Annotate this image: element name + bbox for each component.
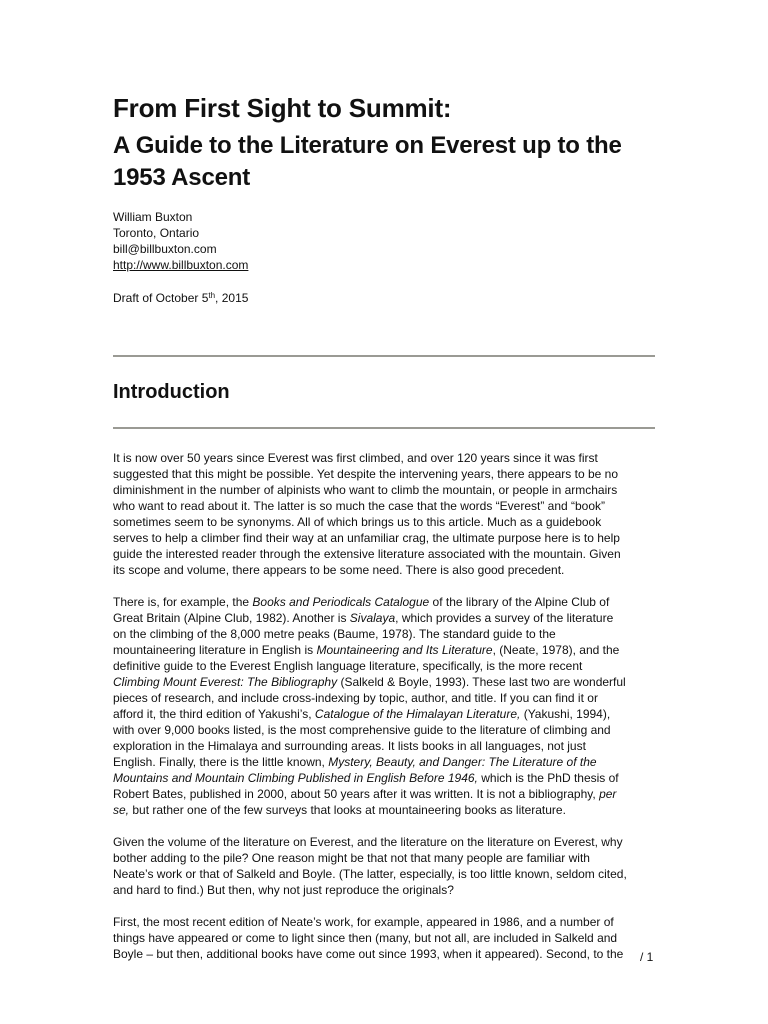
italic-title: Sivalaya	[349, 611, 396, 625]
italic-title: Climbing Mount Everest: The Bibliography	[113, 675, 338, 689]
text-run: , (Neate, 1978), and the	[492, 643, 620, 657]
divider-bottom	[113, 427, 655, 429]
text-line	[113, 706, 658, 722]
document-subtitle: A Guide to the Literature on Everest up to the 1953 Ascent	[113, 132, 622, 191]
document-title: From First Sight to Summit:	[113, 93, 452, 123]
text-line	[113, 738, 658, 754]
text-line	[113, 626, 658, 642]
italic-title: Catalogue of the Himalayan Literature,	[314, 707, 521, 721]
text-run: mountaineering literature in English is	[113, 643, 317, 657]
author-block	[113, 209, 248, 273]
italic-title: se,	[113, 803, 130, 817]
text-line	[113, 498, 658, 514]
text-run: but rather one of the few surveys that looks at mountaineering books as literature.	[129, 803, 566, 817]
text-line	[113, 882, 658, 898]
text-line	[113, 722, 658, 738]
text-line	[113, 786, 658, 802]
text-line	[113, 802, 658, 818]
text-line	[113, 530, 658, 546]
text-line	[113, 674, 658, 690]
author-location: Toronto, Ontario	[113, 226, 200, 240]
italic-title: Mystery, Beauty, and Danger: The Literature of the	[328, 755, 597, 769]
text-run: sometimes seem to be synonyms. All of which brings us to this article. Much as a guidebook	[113, 515, 602, 529]
text-line	[113, 482, 658, 498]
text-line	[113, 562, 658, 578]
text-run: definitive guide to the Everest English language literature, specifically, is the more recent	[113, 659, 583, 673]
text-run: English. Finally, there is the little known,	[113, 755, 329, 769]
page-number: / 1	[640, 950, 654, 964]
text-run: with over 9,000 books listed, is the most comprehensive guide to the literature of climbing and	[113, 723, 611, 737]
text-line	[113, 930, 658, 946]
text-run: Boyle – but then, additional books have come out since 1993, when it appeared). Second, to the	[113, 947, 624, 961]
paragraph	[113, 450, 658, 578]
text-run: Given the volume of the literature on Everest, and the literature on the literature on Everest, why	[113, 835, 623, 849]
author-website-link[interactable]: http://www.billbuxton.com	[113, 258, 249, 272]
text-run: which is the PhD thesis of	[477, 771, 619, 785]
text-line	[113, 610, 658, 626]
text-line	[113, 514, 658, 530]
draft-date: Draft of October 5th, 2015	[113, 291, 249, 305]
text-run: on the climbing of the 8,000 metre peaks (Baume, 1978). The standard guide to the	[113, 627, 556, 641]
author-email: bill@billbuxton.com	[113, 242, 217, 256]
text-line	[113, 450, 658, 466]
section-heading: Introduction	[113, 381, 230, 403]
text-line	[113, 642, 658, 658]
body-text	[113, 450, 658, 978]
italic-title: per	[599, 787, 617, 801]
italic-title: Mountaineering and Its Literature	[316, 643, 493, 657]
paragraph	[113, 914, 658, 962]
text-run: (Yakushi, 1994),	[520, 707, 611, 721]
text-run: things have appeared or come to light since then (many, but not all, are included in Salkeld and	[113, 931, 618, 945]
text-run: bother adding to the pile? One reason might be that not that many people are familiar with	[113, 851, 590, 865]
text-run: First, the most recent edition of Neate’s work, for example, appeared in 1986, and a number of	[113, 915, 614, 929]
text-line	[113, 834, 658, 850]
text-line	[113, 594, 658, 610]
text-run: guide the interested reader through the extensive literature associated with the mountain. Given	[113, 547, 621, 561]
divider-top	[113, 355, 655, 357]
text-run: Robert Bates, published in 2000, about 50 years after it was written. It is not a bibliography,	[113, 787, 600, 801]
text-run: There is, for example, the	[113, 595, 253, 609]
paragraph	[113, 834, 658, 898]
text-line	[113, 690, 658, 706]
text-run: and hard to find.) But then, why not just reproduce the originals?	[113, 883, 454, 897]
paragraph	[113, 594, 658, 818]
text-line	[113, 466, 658, 482]
text-run: afford it, the third edition of Yakushi’s,	[113, 707, 315, 721]
text-line	[113, 914, 658, 930]
text-run: Great Britain (Alpine Club, 1982). Another is	[113, 611, 350, 625]
text-run: Neate’s work or that of Salkeld and Boyle. (The latter, especially, is too little known, seldom cited,	[113, 867, 627, 881]
text-run: pieces of research, and include cross-indexing by topic, author, and title. If you can find it or	[113, 691, 598, 705]
text-run: , which provides a survey of the literature	[395, 611, 614, 625]
text-line	[113, 866, 658, 882]
text-line	[113, 850, 658, 866]
text-run: It is now over 50 years since Everest was first climbed, and over 120 years since it was first	[113, 451, 598, 465]
text-line	[113, 770, 658, 786]
text-run: exploration in the Himalaya and surrounding areas. It lists books in all languages, not just	[113, 739, 586, 753]
text-line	[113, 546, 658, 562]
italic-title: Mountains and Mountain Climbing Published in English Before 1946,	[113, 771, 478, 785]
italic-title: Books and Periodicals Catalogue	[252, 595, 430, 609]
text-run: suggested that this might be possible. Yet despite the intervening years, there appears to be no	[113, 467, 619, 481]
text-run: its scope and volume, there appears to be some need. There is also good precedent.	[113, 563, 565, 577]
text-line	[113, 658, 658, 674]
text-run: who want to read about it. The latter is so much the case that the words “Everest” and “book”	[113, 499, 606, 513]
text-line	[113, 754, 658, 770]
text-run: of the library of the Alpine Club of	[429, 595, 610, 609]
author-name: William Buxton	[113, 210, 193, 224]
text-run: serves to help a climber find their way at an unfamiliar crag, the ultimate purpose here is to help	[113, 531, 620, 545]
text-line	[113, 946, 658, 962]
text-run: (Salkeld & Boyle, 1993). These last two are wonderful	[337, 675, 626, 689]
text-run: diminishment in the number of alpinists who want to climb the mountain, or people in armchairs	[113, 483, 618, 497]
